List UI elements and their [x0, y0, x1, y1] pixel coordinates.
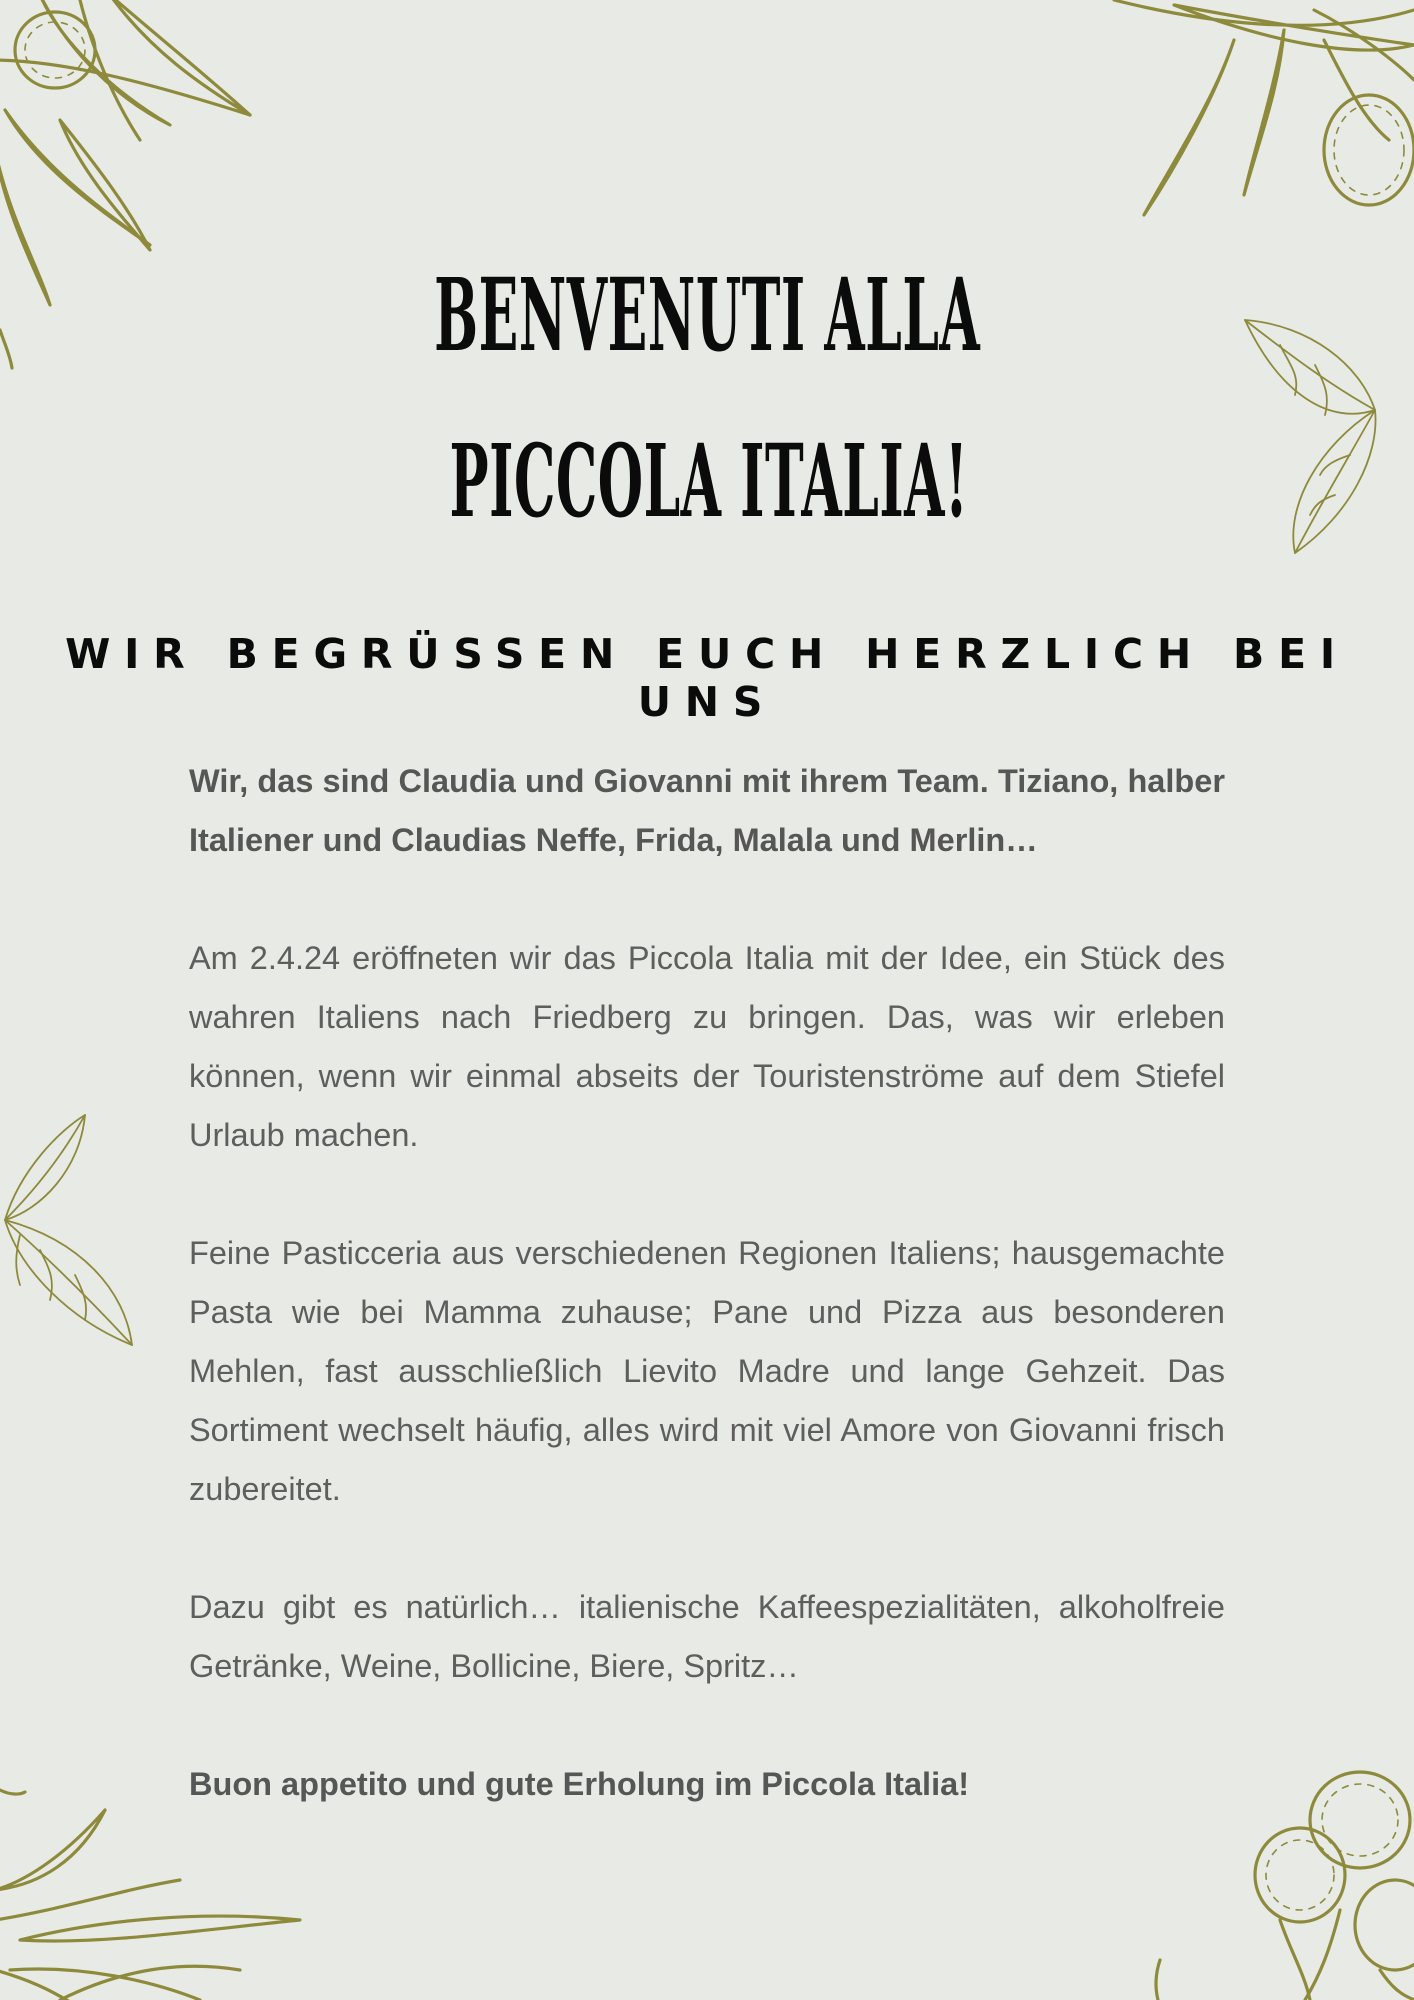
olive-branch-top-right-icon: [1114, 0, 1414, 220]
offer-paragraph: Feine Pasticceria aus verschiedenen Regionen Italiens; hausgemachte Pasta wie bei Mamma zuhause; Pane und Pizza aus besonderen Mehlen, fast ausschließlich Lievito Madre und lange Gehzeit. Das Sortiment wechselt häufig, alles wird mit viel Amore von Giovanni frisch zubereitet.: [189, 1235, 1225, 1507]
team-paragraph: Wir, das sind Claudia und Giovanni mit ihrem Team. Tiziano, halber Italiener und Claudias Neffe, Frida, Malala und Merlin…: [189, 763, 1225, 858]
opening-paragraph: Am 2.4.24 eröffneten wir das Piccola Italia mit der Idee, ein Stück des wahren Italiens nach Friedberg zu bringen. Das, was wir erleben können, wenn wir einmal abseits der Touristenströme auf dem Stiefel Urlaub machen.: [189, 940, 1225, 1153]
title-line-1: BENVENUTI ALLA: [433, 256, 981, 374]
drinks-paragraph: Dazu gibt es natürlich… italienische Kaffeespezialitäten, alkoholfreie Getränke, Weine, Bollicine, Biere, Spritz…: [189, 1589, 1225, 1684]
welcome-text: [189, 752, 1225, 1814]
closing-paragraph: Buon appetito und gute Erholung im Piccola Italia!: [189, 1766, 970, 1802]
basil-leaf-left-icon: [0, 1110, 140, 1350]
page-title: [0, 232, 1414, 564]
title-line-2: PICCOLA ITALIA!: [449, 422, 969, 540]
welcome-subtitle: WIR BEGRÜSSEN EUCH HERZLICH BEI UNS: [65, 630, 1349, 726]
